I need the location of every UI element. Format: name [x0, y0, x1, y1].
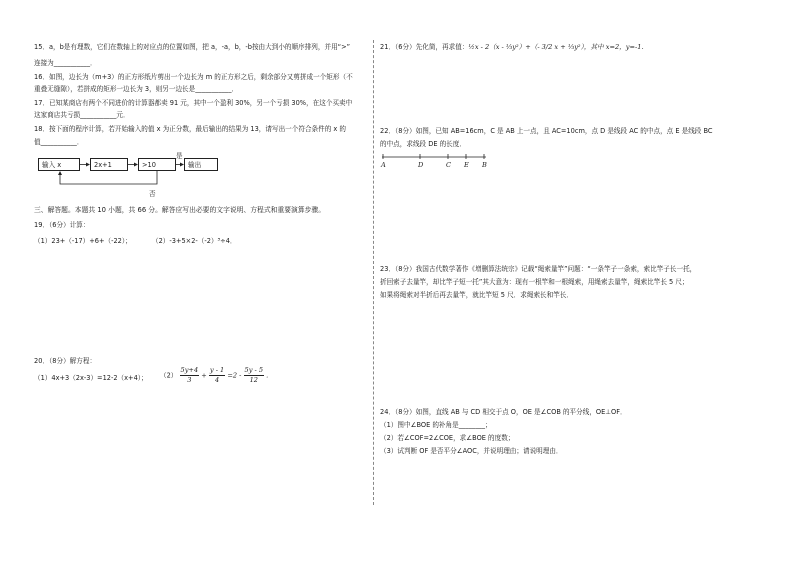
q23-line2: 折回索子去量竿，却比竿子短一托”其大意为：现有一根竿和一根绳索，用绳索去量竿，绳索比竿长 5 尺； [380, 278, 689, 286]
segment-figure [380, 152, 500, 174]
flow-arrows [34, 150, 234, 200]
q24-part3: （3）试判断 OF 是否平分∠AOC，并说明理由；请说明理由． [380, 447, 563, 455]
q19-title: 19．（6分）计算： [34, 221, 90, 229]
q16-line1: 16．如图，边长为（m+3）的正方形纸片剪出一个边长为 m 的正方形之后，剩余部分又剪拼成一个矩形（不 [34, 73, 353, 81]
right-column [380, 0, 770, 562]
q21-line1: 21．（6分）先化简，再求值：½x - 2（x - ⅓y²）+（- 3/2 x + ⅓y²），其中 x=2，y=-1． [380, 43, 649, 51]
q17-line1: 17．已知某商店有两个不同进价的计算器都卖 91 元，其中一个盈利 30%，另一个亏损 30%，在这个买卖中 [34, 99, 353, 107]
q17-line2: 这家商店共亏损___________元． [34, 111, 130, 119]
q23-line3: 如果将绳索对半折后再去量竿，就比竿短 5 尺．求绳索长和竿长． [380, 291, 574, 299]
point-label-a: A [381, 161, 386, 169]
q15-line2: 连接为___________． [34, 59, 97, 67]
q20-part1: （1）4x+3（2x-3）=12-2（x+4）； [34, 374, 148, 382]
left-column [34, 0, 370, 562]
q19-part1: （1）23+（-17）+6+（-22）； [34, 237, 132, 245]
q21-expression: ½x - 2（x - ⅓y²）+（- 3/2 x + ⅓y²），其中 x=2，y=-1． [468, 43, 649, 51]
point-label-c: C [446, 161, 452, 169]
flow-input-box: 输入 x [38, 158, 80, 171]
q24-part2: （2）若∠COF=2∠COE，求∠BOE 的度数； [380, 434, 515, 442]
flow-op-box: 2x+1 [90, 158, 128, 171]
flow-cond-box: >10 [138, 158, 176, 171]
point-label-b: B [482, 161, 487, 169]
q20-part2-label: （2） [160, 371, 178, 380]
fraction-1: $\frac{5y+4}{3}$ [180, 366, 199, 384]
q20-part2: （2） $\frac{5y+4}{3}$ + $\frac{y - 1}{4}$ =2 - $\frac{5y - 5}{12}$ . [160, 366, 269, 384]
q18-line2: 值___________． [34, 138, 84, 146]
q19-part2: （2）-3+5×2-（-2）³÷4． [152, 237, 237, 245]
section-3-heading: 三、解答题。本题共 10 小题，共 66 分。解答应写出必要的文字说明、方程式和重要演算步骤。 [34, 206, 326, 214]
q24-line1: 24．（8分）如图，直线 AB 与 CD 相交于点 O，OE 是∠COB 的平分线，OE⊥OF． [380, 408, 627, 416]
flow-no-label: 否 [149, 190, 156, 198]
flowchart [34, 150, 234, 200]
q22-line2: 的中点，求线段 DE 的长度． [380, 140, 466, 148]
q22-line1: 22．（8分）如图，已知 AB=16cm，C 是 AB 上一点，且 AC=10cm，点 D 是线段 AC 的中点，点 E 是线段 BC [380, 127, 713, 135]
q15-line1: 15．a，b是有理数，它们在数轴上的对应点的位置如图，把 a，-a，b，-b按由大到小的顺序排列，并用“>” [34, 43, 351, 51]
q23-line1: 23．（8分）我国古代数学著作《增删算法统宗》记载“绳索量竿”问题：“一条竿子一条索，索比竿子长一托， [380, 265, 697, 273]
q18-line1: 18．按下面的程序计算，若开始输入的值 x 为正分数，最后输出的结果为 13，请写出一个符合条件的 x 的 [34, 125, 347, 133]
q20-title: 20．（8分）解方程： [34, 357, 97, 365]
q24-part1: （1）图中∠BOE 的补角是________； [380, 421, 492, 429]
flow-yes-label: 是 [176, 152, 183, 160]
fraction-3: $\frac{5y - 5}{12}$ [244, 366, 264, 384]
point-label-e: E [464, 161, 469, 169]
column-divider [373, 40, 374, 505]
point-label-d: D [418, 161, 424, 169]
q16-line2: 重叠无缝隙），若拼成的矩形一边长为 3，则另一边长是___________． [34, 85, 239, 93]
fraction-2: $\frac{y - 1}{4}$ [209, 366, 225, 384]
flow-output-box: 输出 [184, 158, 218, 171]
